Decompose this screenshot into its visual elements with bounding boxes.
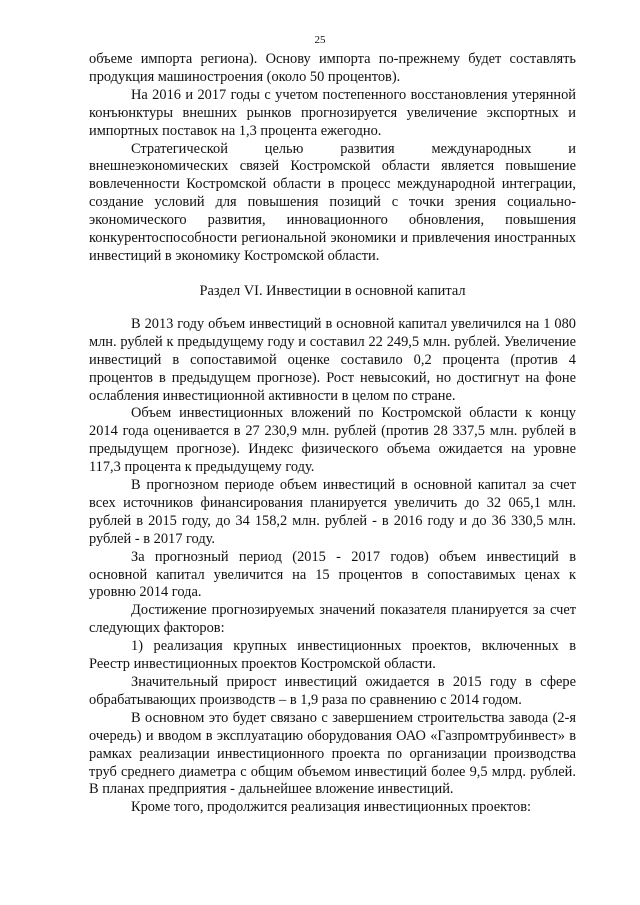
- section-title: Раздел VI. Инвестиции в основной капитал: [199, 282, 466, 299]
- page-number: 25: [314, 34, 326, 46]
- paragraph-gazpromtrubinvest: В основном это будет связано с завершением строительства завода (2-я очередь) и вводом в эксплуатацию оборудования ОАО «Газпромтрубинвест» в рамках реализации инвестиционного проекта по организации производства труб среднего диаметра с общим объемом инвестиций более 9,5 млрд. рублей. В планах предприятия - дальнейшее вложение инвестиций.: [89, 709, 576, 798]
- paragraph-import-forecast: На 2016 и 2017 годы с учетом постепенного восстановления утерянной конъюнктуры внешних рынков прогнозируется увеличение экспортных и импортных поставок на 1,3 процента ежегодно.: [89, 86, 576, 139]
- paragraph-forecast-growth: За прогнозный период (2015 - 2017 годов) объем инвестиций в основной капитал увеличится на 15 процентов в сопоставимых ценах к уровню 2014 года.: [89, 548, 576, 601]
- paragraph-projects-continue: Кроме того, продолжится реализация инвестиционных проектов:: [131, 799, 532, 816]
- paragraph-import-continuation: объеме импорта региона). Основу импорта по-прежнему будет составлять продукция машиностроения (около 50 процентов).: [89, 51, 576, 85]
- paragraph-strategic-goal: Стратегической целью развития международных и внешнеэкономических связей Костромской области является повышение вовлеченности Костромской области в процесс международной интеграции, создание условий для повышения позиций с точки зрения социально-экономического развития, инновационного обновления, повышения конкурентоспособности региональной экономики и привлечения иностранных инвестиций в экономику Костромской области.: [89, 140, 576, 264]
- paragraph-investment-2014: Объем инвестиционных вложений по Костромской области к концу 2014 года оценивается в 27 230,9 млн. рублей (против 28 337,5 млн. рублей в предыдущем прогнозе). Индекс физического объема ожидается на уровне 117,3 процента к предыдущему году.: [89, 405, 576, 476]
- paragraph-manufacturing-growth: Значительный прирост инвестиций ожидается в 2015 году в сфере обрабатывающих производств – в 1,9 раза по сравнению с 2014 годом.: [89, 674, 576, 708]
- paragraph-investment-2013: В 2013 году объем инвестиций в основной капитал увеличился на 1 080 млн. рублей к предыдущему году и составил 22 249,5 млн. рублей. Увеличение инвестиций в сопоставимой оценке составило 0,2 процента (против 4 процентов в предыдущем прогнозе). Рост невысокий, но достигнут на фоне ослабления инвестиционной активности в целом по стране.: [89, 315, 576, 404]
- list-item-factor-1: 1) реализация крупных инвестиционных проектов, включенных в Реестр инвестиционных проектов Костромской области.: [89, 638, 576, 673]
- paragraph-factors-intro: Достижение прогнозируемых значений показателя планируется за счет следующих факторов:: [89, 602, 576, 637]
- paragraph-forecast-period: В прогнозном периоде объем инвестиций в основной капитал за счет всех источников финансирования планируется увеличить до 32 065,1 млн. рублей в 2015 году, до 34 158,2 млн. рублей - в 2016 году и до 36 330,5 млн. рублей - в 2017 году.: [89, 477, 576, 547]
- document-body: [89, 51, 576, 817]
